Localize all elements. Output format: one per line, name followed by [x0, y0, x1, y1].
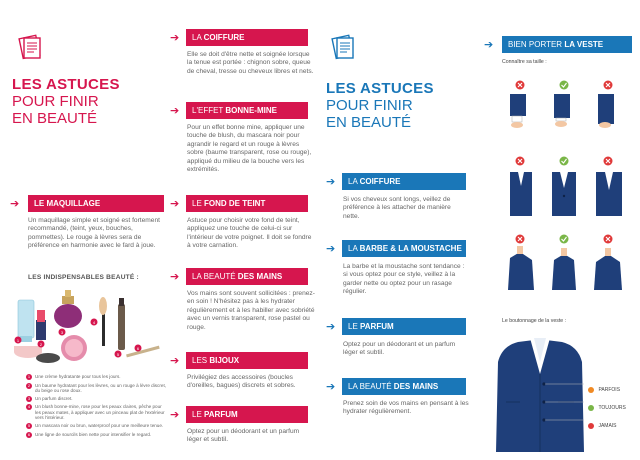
- arrow-right-icon: ➔: [170, 271, 180, 283]
- maquillage-text: Un maquillage simple et soigné est fortement recommandé, (teint, yeux, bouches, pommettes). Le rouge à lèvres sera de préférence en harmonie avec le fard à joue.: [28, 217, 160, 250]
- bijoux-header: LES BIJOUX: [186, 352, 308, 369]
- shoulder-fit-row: [508, 234, 628, 299]
- veste-header: BIEN PORTER LA VESTE: [502, 36, 632, 53]
- mains-text: Vos mains sont souvent sollicitées : prenez-en soin ! N'hésitez pas à les hydrater régulièrement et à les habiller avec sobriété avec un vernis transparent, rose pastel ou rouge.: [187, 290, 315, 331]
- orange-dot-icon: [588, 387, 594, 393]
- list-item: 5 Un mascara noir ou brun, waterproof pour une meilleure tenue.: [27, 423, 164, 429]
- red-dot-icon: [588, 423, 594, 429]
- title-line-2: POUR FINIR: [12, 93, 99, 110]
- svg-text:6: 6: [136, 346, 140, 351]
- list-item: 3 Un parfum discret.: [27, 395, 73, 401]
- title-line-3: EN BEAUTÉ: [12, 110, 98, 127]
- list-item: 2 Un baume hydratant pour les lèvres, ou un rouge à lèvre discret, du beige ou rose doux.: [27, 382, 166, 393]
- arrow-right-icon: ➔: [170, 32, 180, 44]
- indispensables-list: [26, 374, 168, 440]
- women-title: [12, 76, 120, 127]
- mains-header: LA BEAUTÉ DES MAINS: [186, 268, 308, 285]
- title-line-1: LES ASTUCES: [326, 80, 434, 97]
- title-line-1: LES ASTUCES: [12, 76, 120, 93]
- effet-text: Pour un effet bonne mine, appliquer une touche de blush, du mascara noir pour agrandir le regard et un rouge à lèvres sobre (baume transparent, rose ou rouge), appliqué du milieu de la bouche vers les extrémités.: [187, 124, 312, 174]
- maquillage-header: [28, 195, 164, 212]
- arrow-right-icon: ➔: [326, 321, 336, 333]
- list-item: 1 Une crème hydratante pour tous les jours.: [27, 374, 121, 379]
- title-line-3: EN BEAUTÉ: [326, 114, 412, 131]
- svg-text:4: 4: [92, 320, 96, 325]
- maquillage-header-label: LE MAQUILLAGE: [34, 199, 101, 208]
- men-coiffure-text: Si vos cheveux sont longs, veillez de préférence à les attacher de manière nette.: [343, 196, 451, 220]
- boutonnage-label: Le boutonnage de la veste :: [502, 318, 567, 324]
- arrow-right-icon: ➔: [326, 381, 336, 393]
- arrow-right-icon: ➔: [10, 198, 20, 210]
- arrow-right-icon: ➔: [484, 39, 494, 51]
- cosmetics-illustration: [14, 286, 164, 373]
- arrow-right-icon: ➔: [170, 355, 180, 367]
- list-item: 4 Un blush bonne-mine, rose pour les peaux claires, pêche pour les peaux mates, à appliquer avec un pinceau plat de l'extérieur vers l'intérieur.: [27, 404, 165, 421]
- effet-header: L'EFFET BONNE-MINE: [186, 102, 308, 119]
- men-mains-text: Prenez soin de vos mains en pensant à les hydrater régulièrement.: [343, 400, 469, 416]
- women-book-icon: [18, 34, 44, 65]
- jacket-illustration: [490, 332, 590, 459]
- arrow-right-icon: ➔: [170, 409, 180, 421]
- legend-jamais: JAMAIS: [588, 417, 617, 435]
- legend-parfois: PARFOIS: [588, 381, 620, 399]
- arrow-right-icon: ➔: [326, 243, 336, 255]
- title-line-2: POUR FINIR: [326, 97, 413, 114]
- men-parfum-text: Optez pour un déodorant et un parfum léger et subtil.: [343, 341, 456, 357]
- teint-text: Astuce pour choisir votre fond de teint, appliquez une touche de celui-ci sur l'intérieur de votre poignet. Il doit se fondre à votre carnation.: [187, 217, 312, 250]
- legend-toujours: TOUJOURS: [588, 399, 626, 417]
- bijoux-text: Privilégiez des accessoires (boucles d'oreilles, bagues) discrets et sobres.: [187, 374, 296, 390]
- coiffure-text: Elle se doit d'être nette et soignée lorsque la tenue est portée : chignon sobre, queue de cheval, tresse ou cheveux libres et nets.: [187, 51, 314, 75]
- svg-text:5: 5: [116, 352, 120, 357]
- coiffure-header: LA COIFFURE: [186, 29, 308, 46]
- arrow-right-icon: ➔: [326, 176, 336, 188]
- men-mains-header: LA BEAUTÉ DES MAINS: [342, 378, 466, 395]
- arrow-right-icon: ➔: [170, 198, 180, 210]
- sleeve-size-row: [508, 80, 628, 133]
- barbe-header: LA BARBE & LA MOUSTACHE: [342, 240, 466, 257]
- men-coiffure-header: LA COIFFURE: [342, 173, 466, 190]
- svg-text:3: 3: [60, 330, 64, 335]
- arrow-right-icon: ➔: [170, 105, 180, 117]
- men-parfum-header: LE PARFUM: [342, 318, 466, 335]
- men-book-icon: [331, 34, 357, 65]
- men-title: [326, 80, 434, 131]
- parfum-header: LE PARFUM: [186, 406, 308, 423]
- indispensables-title: LES INDISPENSABLES BEAUTÉ :: [28, 274, 139, 281]
- parfum-text: Optez pour un déodorant et un parfum léger et subtil.: [187, 428, 300, 444]
- svg-text:1: 1: [16, 338, 20, 343]
- taille-label: Connaître sa taille :: [502, 59, 547, 65]
- svg-text:2: 2: [39, 342, 43, 347]
- barbe-text: La barbe et la moustache sont tendance : si vous optez pour ce style, veillez à la garder nette ou optez pour un rasage régulier.: [343, 263, 465, 296]
- jacket-fit-row: [508, 156, 628, 223]
- teint-header: LE FOND DE TEINT: [186, 195, 308, 212]
- green-dot-icon: [588, 405, 594, 411]
- list-item: 6 Une ligne de sourcils bien nette pour intensifier le regard.: [27, 431, 152, 437]
